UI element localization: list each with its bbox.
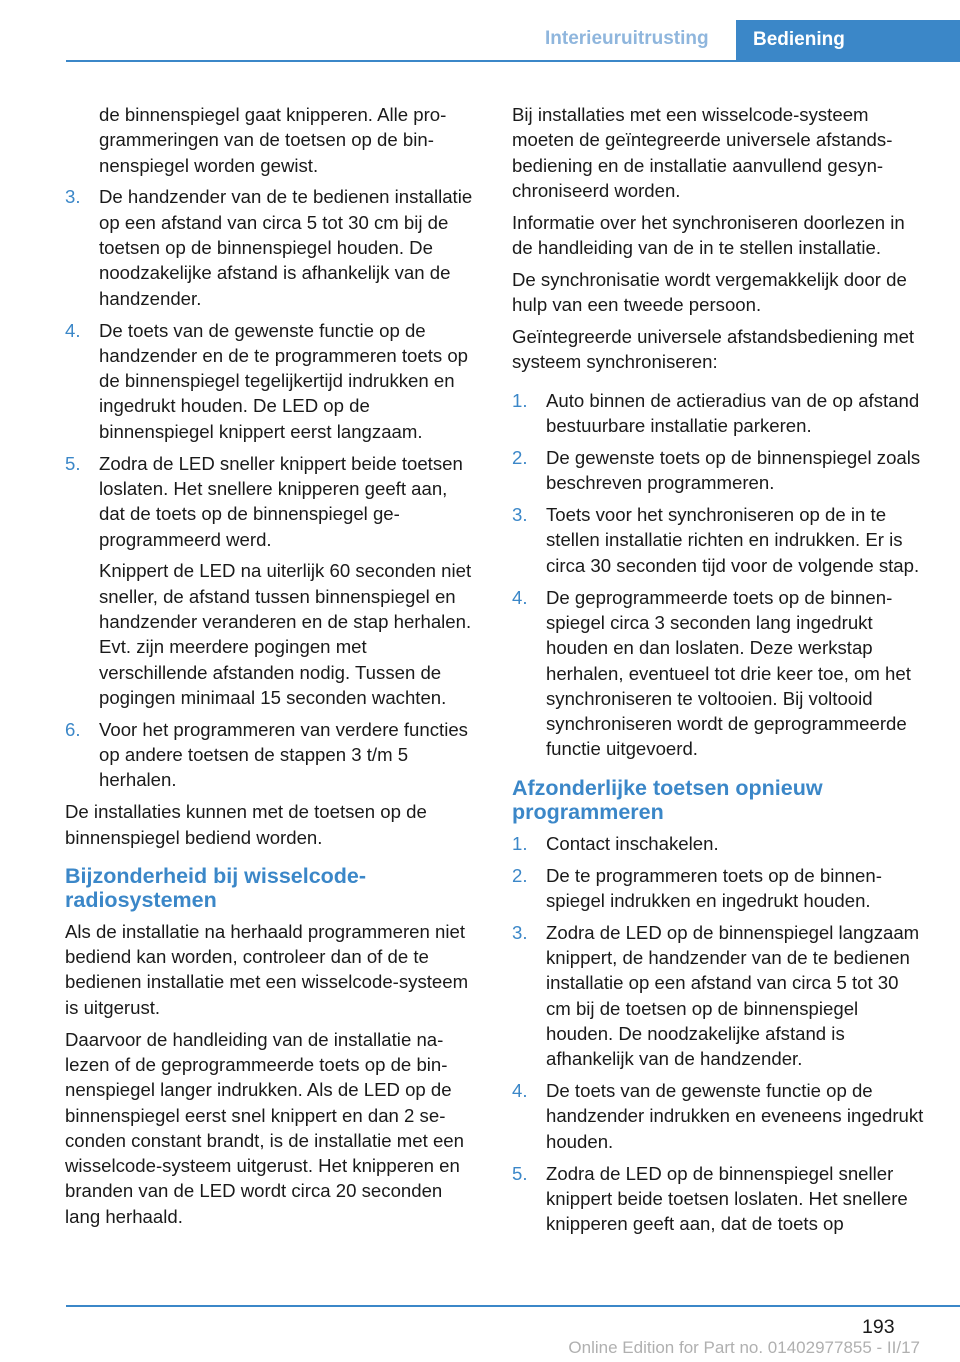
page-header <box>0 0 960 64</box>
body-paragraph: De synchronisatie wordt vergemakkelijk door de hulp van een tweede persoon. <box>512 268 907 316</box>
list-item <box>65 184 478 310</box>
footer-rule <box>66 1305 960 1307</box>
reprogram-steps <box>512 831 928 1237</box>
body-paragraph: Informatie over het synchroniseren doorlezen in de handleiding van de in te stellen installatie. <box>512 211 905 259</box>
list-item <box>512 831 928 856</box>
step-number: 4. <box>512 1080 528 1102</box>
chapter-tab-label: Bediening <box>753 29 845 50</box>
list-item <box>512 502 928 578</box>
step-text: Contact inschakelen. <box>546 832 719 854</box>
sync-steps <box>512 388 928 762</box>
step-text: Zodra de LED sneller knippert beide toetsen loslaten. Het snellere knipperen geeft aan, dat de toets op de binnenspiegel geprogrammeerd werd. <box>99 452 463 550</box>
list-item <box>512 1161 928 1237</box>
body-paragraph: Als de installatie na herhaald programmeren niet bediend kan worden, controleer dan of de te bedienen installatie met een wisselcode-systeem is uitgerust. <box>65 920 469 1018</box>
section-label: Interieuruitrusting <box>545 28 709 49</box>
step-number: 1. <box>512 389 528 411</box>
step-number: 3. <box>512 504 528 526</box>
list-item <box>512 445 928 496</box>
step-text: De handzender van de te bedienen installatie op een afstand van circa 5 tot 30 cm bij de toetsen op de binnenspiegel houden. De noodzakelijke afstand is afhankelijk van de handzender. <box>99 186 473 309</box>
step-number: 6. <box>65 718 81 740</box>
step-number: 5. <box>512 1162 528 1184</box>
header-rule <box>66 60 960 62</box>
step-number: 3. <box>65 186 81 208</box>
step-text: Toets voor het synchroniseren op de in te stellen installatie richten en indrukken. Er is circa 30 seconden tijd voor de volgende stap. <box>546 504 920 576</box>
step-number: 2. <box>512 864 528 886</box>
continued-step-text: de binnenspiegel gaat knipperen. Alle programmeringen van de toetsen op de binnenspiegel worden gewist. <box>99 104 447 176</box>
edition-watermark: Online Edition for Part no. 01402977855 - II/17 <box>568 1338 920 1357</box>
chapter-tab <box>736 20 960 61</box>
list-item <box>512 863 928 914</box>
programming-steps <box>65 184 478 792</box>
step-number: 4. <box>512 586 528 608</box>
page-number: 193 <box>862 1316 895 1338</box>
list-item <box>65 318 478 444</box>
step-text: De te programmeren toets op de binnenspiegel indrukken en ingedrukt houden. <box>546 864 882 911</box>
body-paragraph: De installaties kunnen met de toetsen op de binnenspiegel bediend worden. <box>65 801 427 848</box>
step-number: 2. <box>512 446 528 468</box>
step-text: Zodra de LED op de binnenspiegel sneller knippert beide toetsen loslaten. Het snellere knipperen geeft aan, dat de toets op <box>546 1162 908 1235</box>
list-item <box>65 717 478 793</box>
right-column <box>512 102 928 1243</box>
list-item <box>512 920 928 1072</box>
step-number: 1. <box>512 832 528 854</box>
step-number: 3. <box>512 921 528 943</box>
left-column <box>65 102 478 1236</box>
list-item <box>512 585 928 762</box>
step-text: Voor het programmeren van verdere functies op andere toetsen de stappen 3 t/m 5 herhalen. <box>99 718 468 791</box>
section-heading: Afzonderlijke toetsen opnieuw programmeren <box>512 775 823 825</box>
step-number: 4. <box>65 319 81 341</box>
body-paragraph: Daarvoor de handleiding van de installatie nalezen of de geprogrammeerde toets op de binnenspiegel langer indrukken. Als de LED op de binnenspiegel eerst snel knippert en dan 2 seconden constant brandt, is de installatie met een wisselcode-systeem uitgerust. Het knipperen en branden van de LED wordt circa 20 seconden lang herhaald. <box>65 1028 464 1227</box>
step-text: Zodra de LED op de binnenspiegel langzaam knippert, de handzender van de te bedienen installatie op een afstand van circa 5 tot 30 cm bij de toetsen op de binnenspiegel houden. De noodzakelijke afstand is afhankelijk van de handzender. <box>546 921 920 1070</box>
step-text: De gewenste toets op de binnenspiegel zoals beschreven programmeren. <box>546 446 921 494</box>
step-number: 5. <box>65 452 81 474</box>
step-text: De geprogrammeerde toets op de binnenspiegel circa 3 seconden lang ingedrukt houden en dan loslaten. Deze werkstap herhalen, eventueel tot drie keer toe, om het synchroniseren te voltooien. Bij voltooid synchroniseren wordt de geprogrammeerde functie uitgevoerd. <box>546 586 911 760</box>
step-extra-text: Knippert de LED na uiterlijk 60 seconden niet sneller, de afstand tussen binnenspiegel en handzender veranderen en de stap herhalen. Evt. zijn meerdere pogingen met verschillende afstanden nodig. Tussen de pogingen minimaal 15 seconden wachten. <box>99 560 472 708</box>
section-heading: Bijzonderheid bij wisselcode-radiosystemen <box>65 863 367 913</box>
body-paragraph: Bij installaties met een wisselcode-systeem moeten de geïntegreerde universele afstandsbediening en de installatie aanvullend gesynchroniseerd worden. <box>512 104 893 201</box>
list-item <box>65 451 478 711</box>
list-item <box>512 388 928 439</box>
step-text: De toets van de gewenste functie op de handzender en de te programmeren toets op de binnenspiegel tegelijkertijd indrukken en ingedrukt houden. De LED op de binnenspiegel knippert eerst langzaam. <box>99 319 469 442</box>
step-text: Auto binnen de actieradius van de op afstand bestuurbare installatie parkeren. <box>546 389 920 437</box>
list-item <box>512 1078 928 1154</box>
body-paragraph: Geïntegreerde universele afstandsbediening met systeem synchroniseren: <box>512 326 915 373</box>
step-text: De toets van de gewenste functie op de handzender indrukken en eveneens ingedrukt houden. <box>546 1080 924 1152</box>
